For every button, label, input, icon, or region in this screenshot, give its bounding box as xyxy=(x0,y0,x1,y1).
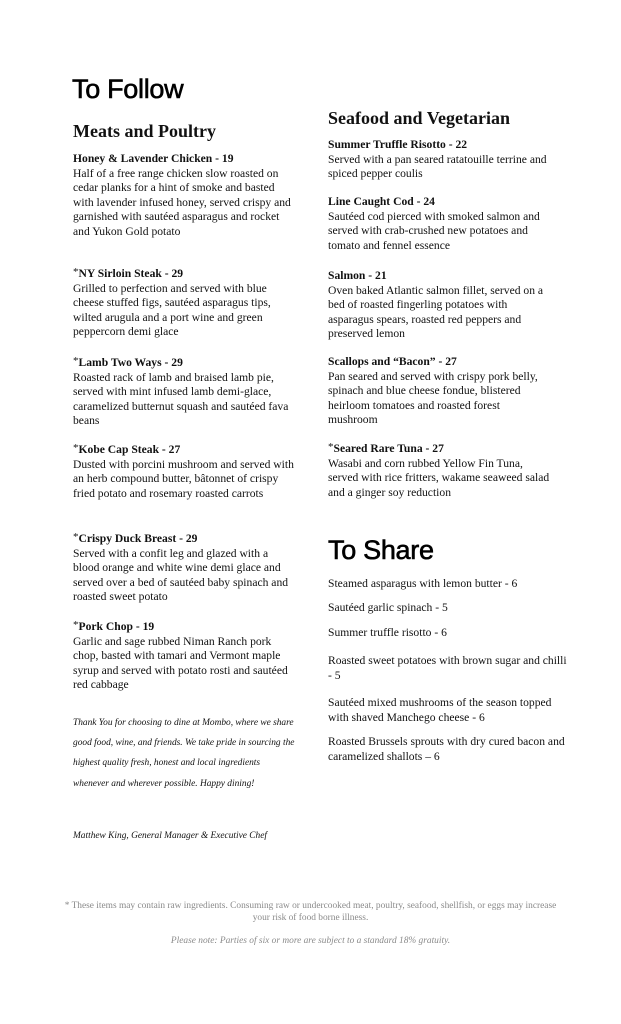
item-name: Line Caught Cod - 24 xyxy=(328,195,435,208)
meats-heading: Meats and Poultry xyxy=(73,121,216,141)
share-item: Roasted Brussels sprouts with dry cured bacon and caramelized shallots – 6 xyxy=(328,735,565,763)
item-description: Half of a free range chicken slow roasted on cedar planks for a hint of smoke and basted with lavender infused honey, served crispy and garnished with sautéed asparagus and rocket and Yukon Gold potato xyxy=(73,166,291,238)
item-name: *NY Sirloin Steak - 29 xyxy=(73,266,184,280)
share-item: Steamed asparagus with lemon butter - 6 xyxy=(328,577,518,590)
signature: Matthew King, General Manager & Executive Chef xyxy=(73,831,267,841)
menu-item-kobe-cap-steak xyxy=(73,443,295,501)
seafood-heading: Seafood and Vegetarian xyxy=(328,108,511,128)
item-description: Sautéed cod pierced with smoked salmon and served with crab-crushed new potatoes and tomato and fennel essence xyxy=(328,209,540,252)
item-name: *Seared Rare Tuna - 27 xyxy=(328,441,444,455)
item-description: Roasted rack of lamb and braised lamb pie, served with mint infused lamb demi-glace, caramelized butternut squash and sautéed fava beans xyxy=(73,370,289,428)
share-item: Roasted sweet potatoes with brown sugar and chilli - 5 xyxy=(328,654,567,682)
menu-item-seared-rare-tuna xyxy=(328,442,553,500)
gratuity-note: Please note: Parties of six or more are subject to a standard 18% gratuity. xyxy=(170,936,451,946)
item-description: Served with a pan seared ratatouille terrine and spiced pepper coulis xyxy=(328,152,547,181)
share-item: Sautéed garlic spinach - 5 xyxy=(328,601,448,614)
item-description: Wasabi and corn rubbed Yellow Fin Tuna, served with rice fritters, wakame seaweed salad and a ginger soy reduction xyxy=(328,456,550,499)
item-name: Scallops and “Bacon” - 27 xyxy=(328,355,457,368)
menu-item-ny-sirloin-steak xyxy=(73,267,295,340)
item-description: Served with a confit leg and glazed with a blood orange and white wine demi glace and served over a bed of sautéed baby spinach and roasted sweet potato xyxy=(73,546,289,604)
menu-item-salmon xyxy=(328,269,550,342)
thank-you-note: Thank You for choosing to dine at Mombo, where we share good food, wine, and friends. We take pride in sourcing the highest quality fresh, honest and local ingredients whenever and wherever possible. Happy dining! xyxy=(73,718,295,789)
menu-item-crispy-duck-breast xyxy=(73,532,295,605)
item-name: *Lamb Two Ways - 29 xyxy=(73,355,183,369)
menu-item-line-caught-cod xyxy=(328,195,550,253)
to-follow-title: To Follow xyxy=(72,74,184,104)
menu-item-pork-chop xyxy=(73,620,295,693)
menu-item-lamb-two-ways xyxy=(73,356,295,429)
menu-item-scallops-and-bacon xyxy=(328,355,550,428)
raw-ingredients-warning: * These items may contain raw ingredients. Consuming raw or undercooked meat, poultry, seafood, shellfish, or eggs may increase your risk of food borne illness. xyxy=(64,901,557,923)
item-name: *Crispy Duck Breast - 29 xyxy=(73,531,198,545)
item-description: Pan seared and served with crispy pork belly, spinach and blue cheese fondue, blistered heirloom tomatoes and roasted forest mushroom xyxy=(328,369,538,427)
share-item: Sautéed mixed mushrooms of the season topped with shaved Manchego cheese - 6 xyxy=(328,696,552,724)
item-description: Garlic and sage rubbed Niman Ranch pork chop, basted with tamari and Vermont maple syrup and served with potato rosti and sautéed red cabbage xyxy=(73,634,288,692)
item-description: Grilled to perfection and served with blue cheese stuffed figs, sautéed asparagus tips, wilted arugula and a port wine and green peppercorn demi glace xyxy=(73,281,271,339)
item-name: *Kobe Cap Steak - 27 xyxy=(73,442,181,456)
share-item: Summer truffle risotto - 6 xyxy=(328,626,447,639)
to-share-title: To Share xyxy=(328,535,434,565)
item-name: Honey & Lavender Chicken - 19 xyxy=(73,152,234,165)
menu-item-summer-truffle-risotto xyxy=(328,138,550,182)
menu-item-honey-lavender-chicken xyxy=(73,152,295,240)
item-description: Oven baked Atlantic salmon fillet, served on a bed of roasted fingerling potatoes with asparagus spears, roasted red peppers and preserved lemon xyxy=(328,283,544,341)
item-name: Salmon - 21 xyxy=(328,269,387,282)
item-description: Dusted with porcini mushroom and served with an herb compound butter, bâtonnet of crispy fried potato and rosemary roasted carrots xyxy=(73,457,294,500)
item-name: *Pork Chop - 19 xyxy=(73,619,155,633)
item-name: Summer Truffle Risotto - 22 xyxy=(328,138,468,151)
